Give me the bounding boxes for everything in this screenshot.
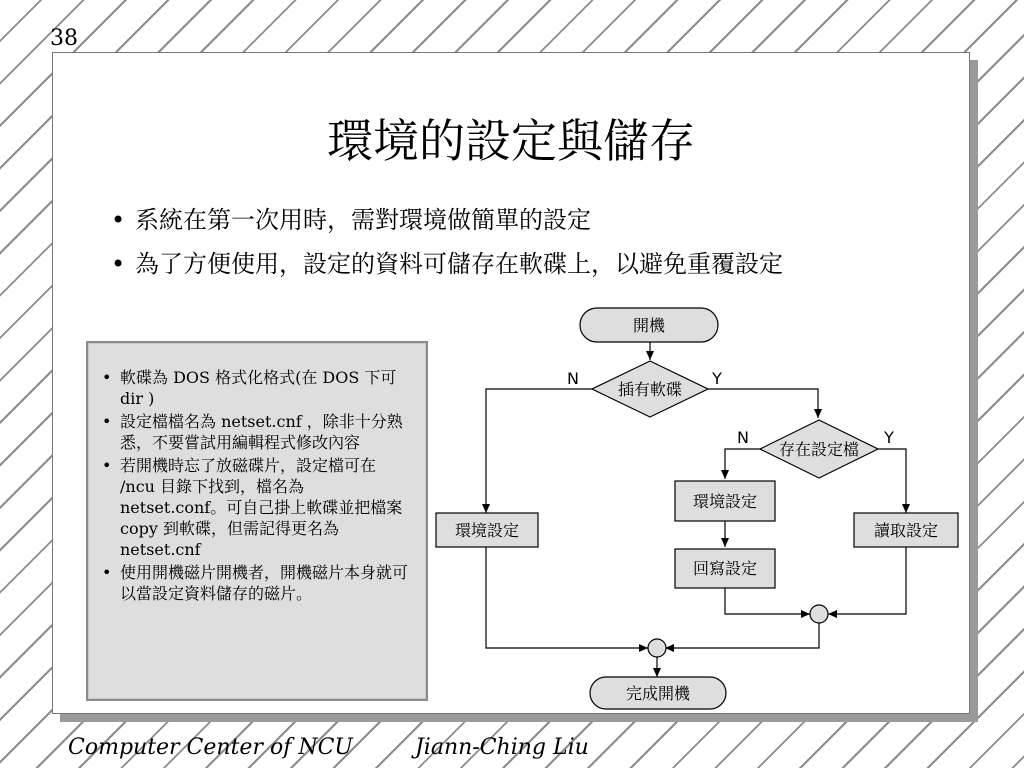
footer-org: Computer Center of NCU [68, 735, 353, 760]
flow-decision-disk-label: 插有軟碟 [617, 380, 683, 399]
connector-file-yes [878, 449, 906, 513]
flow-env-setup-label: 環境設定 [692, 492, 758, 511]
bullet-item: • 為了方便使用，設定的資料可儲存在軟碟上，以避免重覆設定 [111, 247, 783, 281]
footer [68, 735, 589, 760]
flow-end-label: 完成開機 [625, 684, 691, 703]
flow-env-setup-left-label: 環境設定 [454, 521, 520, 540]
flowchart [53, 53, 969, 713]
flow-decision-file-label: 存在設定檔 [778, 440, 860, 459]
note-item: • 使用開機磁片開機者，開機磁片本身就可以當設定資料儲存的磁片。 [100, 562, 408, 604]
connector-disk-no [486, 389, 592, 513]
footer-author: Jiann-Ching Liu [414, 735, 589, 760]
flow-yes-label: Y [712, 369, 722, 388]
flow-save-setup-label: 回寫設定 [692, 559, 758, 578]
flow-start-label: 開機 [632, 316, 666, 335]
connector-read-to-merge [828, 547, 906, 614]
page-number: 38 [50, 26, 78, 51]
note-item: • 設定檔檔名為 netset.cnf ，除非十分熟悉，不要嘗試用編輯程式修改內容 [100, 411, 408, 453]
connector-merge-to-final [665, 623, 819, 648]
connector-save-to-merge [725, 588, 810, 614]
bullet-item: • 系統在第一次用時，需對環境做簡單的設定 [111, 203, 783, 237]
note-item: • 若開機時忘了放磁碟片，設定檔可在 /ncu 目錄下找到，檔名為 netset.conf。可自己掛上軟碟並把檔案 copy 到軟碟，但需記得更名為 netset.cnf [100, 455, 408, 560]
connector-left-to-final [486, 547, 648, 648]
flow-merge-node [810, 605, 828, 623]
flow-no-label: N [567, 369, 579, 388]
flow-read-setup-label: 讀取設定 [873, 521, 939, 540]
flow-no-label: N [737, 428, 749, 447]
slide [52, 52, 970, 714]
flow-final-merge-node [648, 639, 666, 657]
connector-disk-yes [708, 389, 818, 418]
connector-file-no [725, 449, 760, 479]
flow-yes-label: Y [884, 428, 894, 447]
note-item: • 軟碟為 DOS 格式化格式(在 DOS 下可 dir ) [100, 367, 408, 409]
slide-title: 環境的設定與儲存 [327, 114, 695, 168]
